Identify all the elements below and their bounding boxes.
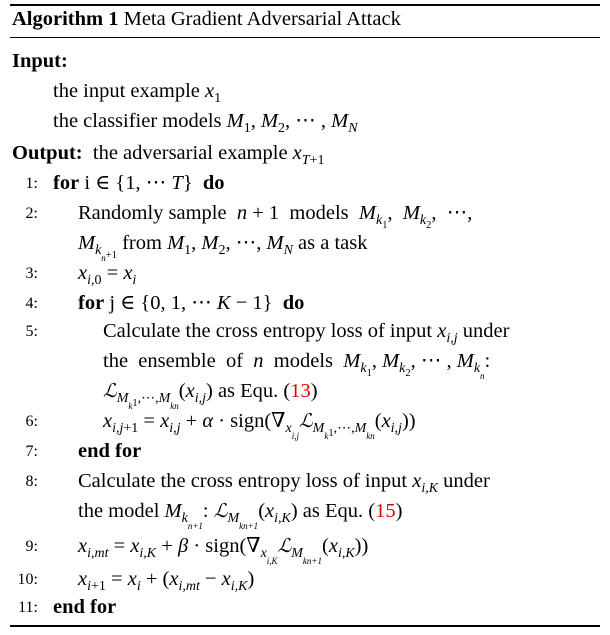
text-segment: x	[285, 421, 292, 436]
line-text	[78, 290, 304, 316]
text-segment: =	[138, 410, 161, 432]
text-segment: i,mt	[178, 579, 200, 594]
text-segment: x	[78, 568, 88, 590]
text-segment: M	[312, 421, 325, 436]
line-number: 1:	[25, 175, 38, 192]
text-segment: · sign(∇	[213, 410, 286, 432]
text-segment: i,K	[421, 481, 439, 496]
text-segment: i	[132, 273, 137, 288]
text-segment: x	[169, 568, 179, 590]
text-segment: x	[292, 142, 302, 164]
text-segment: k	[170, 401, 175, 411]
text-segment: under	[457, 320, 510, 342]
text-segment	[83, 142, 93, 164]
text-segment: as a task	[292, 232, 368, 254]
text-segment: , ⋯,	[225, 232, 267, 254]
text-segment: k	[473, 361, 481, 376]
text-segment: M	[358, 202, 376, 224]
text-segment: for	[78, 292, 105, 314]
text-segment: α	[202, 410, 214, 432]
text-segment: )	[310, 380, 318, 402]
text-segment: M	[260, 110, 279, 132]
text-segment: the adversarial example	[92, 142, 293, 164]
text-segment: +	[180, 410, 203, 432]
text-segment: Calculate the cross entropy loss of input	[78, 470, 413, 492]
text-segment: n	[253, 350, 264, 372]
line-number: 8:	[25, 473, 38, 490]
text-segment: x	[103, 410, 113, 432]
text-segment: 1	[382, 220, 388, 231]
text-segment: i,mt	[87, 546, 109, 561]
text-segment: ))	[354, 535, 369, 557]
text-segment: 1	[243, 121, 251, 136]
text-segment: k	[360, 361, 367, 376]
text-segment: x	[185, 380, 195, 402]
text-segment: )	[247, 568, 255, 590]
text-segment: i,	[87, 273, 95, 288]
text-segment: M	[158, 391, 171, 406]
text-segment: M	[226, 110, 244, 132]
text-segment: i	[87, 579, 91, 594]
line-number: 11:	[18, 599, 38, 616]
text-segment: ,	[371, 350, 383, 372]
text-segment: , ⋯ ,	[410, 350, 457, 372]
text-segment: x	[160, 410, 170, 432]
text-segment: ℒ	[103, 380, 117, 402]
line-text	[53, 108, 358, 137]
algorithm-name: Meta Gradient Adversarial Attack	[123, 8, 401, 30]
text-segment: =	[101, 262, 124, 284]
text-segment: for	[53, 172, 80, 194]
text-segment: k	[95, 243, 102, 258]
text-segment: under	[438, 470, 490, 492]
text-segment: i	[136, 579, 141, 594]
line-number: 7:	[25, 443, 38, 460]
text-segment: :	[484, 350, 491, 372]
text-segment: x	[78, 262, 88, 284]
text-segment: (	[258, 500, 266, 522]
text-segment: 0	[94, 273, 102, 288]
text-segment: +1	[105, 250, 117, 261]
text-segment: M	[266, 232, 284, 254]
text-segment: i,K	[139, 546, 157, 561]
text-segment: (	[322, 535, 329, 557]
text-segment: x	[437, 320, 447, 342]
text-segment: M	[116, 391, 129, 406]
text-segment: 2	[405, 368, 411, 379]
text-segment: the input example	[53, 80, 205, 102]
text-segment: + 1 models	[247, 202, 359, 224]
text-segment: k	[419, 213, 427, 228]
text-segment: j ∈ {0, 1, ⋯	[104, 292, 217, 314]
line-text	[78, 438, 141, 464]
line-text	[78, 200, 472, 230]
text-segment: ,	[387, 202, 403, 224]
text-segment: 2	[278, 121, 286, 136]
text-segment: ) as Equ. (	[290, 500, 376, 522]
text-segment: ))	[401, 410, 416, 432]
text-segment: x	[328, 535, 338, 557]
text-segment: N	[283, 243, 293, 258]
text-segment: x	[205, 80, 215, 102]
line-number: 2:	[25, 205, 38, 222]
text-segment: T	[301, 153, 310, 168]
text-segment: + (	[140, 568, 170, 590]
text-segment: i,j	[112, 421, 124, 436]
text-segment: M	[402, 202, 420, 224]
text-segment: ,	[250, 110, 261, 132]
algorithm-title	[12, 8, 401, 31]
text-segment: ,⋯,	[333, 421, 355, 436]
line-text	[53, 78, 221, 107]
text-segment: Input:	[12, 50, 68, 72]
line-text	[78, 260, 136, 289]
text-segment: 1	[328, 428, 334, 439]
text-segment: M	[227, 511, 240, 526]
text-segment: −	[199, 568, 222, 590]
text-segment: n	[236, 202, 248, 224]
text-segment: +1	[91, 579, 106, 594]
text-segment: x	[412, 470, 422, 492]
top-rule	[10, 4, 600, 6]
text-segment: ℒ	[213, 500, 228, 522]
text-segment: k	[128, 401, 133, 411]
line-text	[78, 566, 254, 595]
text-segment: i,j	[169, 421, 181, 436]
text-segment: models	[263, 350, 344, 372]
line-text	[103, 408, 416, 441]
text-segment: end for	[78, 440, 142, 462]
text-segment: i,j	[446, 331, 458, 346]
text-segment: Calculate the cross entropy loss of input	[103, 320, 438, 342]
algorithm-label: Algorithm 1	[12, 8, 119, 30]
text-segment: i,K	[274, 511, 291, 526]
line-text	[103, 318, 509, 347]
line-text	[12, 48, 68, 74]
text-segment: 1	[184, 243, 192, 258]
text-segment: · sign(∇	[188, 535, 261, 557]
text-segment: n	[101, 253, 106, 263]
line-text	[78, 498, 403, 531]
text-segment: k	[181, 511, 188, 526]
text-segment: +1	[309, 153, 325, 168]
text-segment: i ∈ {1, ⋯	[79, 172, 172, 194]
text-segment: M	[201, 232, 219, 254]
text-segment: n	[480, 371, 485, 381]
line-number: 4:	[25, 295, 38, 312]
text-segment: x	[78, 535, 88, 557]
text-segment: M	[164, 500, 182, 522]
line-text	[78, 468, 490, 497]
text-segment: x	[130, 535, 140, 557]
text-segment: M	[456, 350, 474, 372]
text-segment: x	[260, 546, 267, 561]
line-number: 5:	[25, 323, 38, 340]
text-segment: end for	[53, 596, 117, 618]
text-segment: i,K	[266, 556, 278, 566]
text-segment: M	[331, 110, 349, 132]
text-segment: β	[177, 535, 189, 557]
bottom-rule	[10, 625, 600, 627]
text-segment: M	[382, 350, 400, 372]
text-segment: N	[348, 121, 358, 136]
text-segment: i,j	[194, 391, 206, 406]
equation-reference-link[interactable]: 15	[375, 500, 396, 522]
line-text	[53, 594, 116, 620]
text-segment: i,K	[337, 546, 355, 561]
text-segment: k	[366, 431, 371, 441]
text-segment: do	[202, 172, 225, 194]
text-segment: 1	[366, 368, 372, 379]
text-segment: k	[375, 213, 383, 228]
line-text	[103, 378, 318, 411]
text-segment: K	[216, 292, 231, 314]
line-text	[12, 140, 324, 169]
text-segment: }	[182, 172, 203, 194]
text-segment: 1	[214, 91, 222, 106]
text-segment: )	[395, 500, 403, 522]
text-segment: ,⋯,	[137, 391, 159, 406]
line-number: 3:	[25, 265, 38, 282]
text-segment: M	[291, 546, 303, 561]
text-segment: the model	[78, 500, 165, 522]
text-segment: n	[174, 401, 179, 411]
text-segment: Output:	[12, 142, 83, 164]
text-segment: i,j	[291, 431, 299, 441]
text-segment: n+1	[187, 521, 203, 531]
text-segment: k	[302, 556, 307, 566]
equation-reference-link[interactable]: 13	[290, 380, 311, 402]
text-segment: M	[354, 421, 367, 436]
text-segment: n+1	[243, 521, 259, 531]
text-segment: , ⋯,	[431, 202, 473, 224]
line-text	[103, 348, 491, 381]
text-segment: +1	[123, 421, 139, 436]
text-segment: n+1	[306, 556, 322, 566]
line-number: 6:	[25, 413, 38, 430]
line-number: 9:	[25, 538, 38, 555]
text-segment: x	[127, 568, 137, 590]
text-segment: 1	[132, 398, 138, 409]
text-segment: x	[265, 500, 275, 522]
text-segment: T	[171, 172, 183, 194]
text-segment: 2	[218, 243, 226, 258]
text-segment: i,K	[230, 579, 248, 594]
text-segment: ℒ	[298, 410, 313, 432]
title-rule	[10, 37, 600, 38]
text-segment: n	[370, 431, 375, 441]
text-segment: (	[178, 380, 186, 402]
text-segment: ) as Equ. (	[206, 380, 291, 402]
text-segment: x	[381, 410, 391, 432]
text-segment: M	[343, 350, 361, 372]
text-segment: i,j	[390, 421, 402, 436]
line-number: 10:	[17, 571, 38, 588]
text-segment: x	[123, 262, 133, 284]
text-segment: k	[324, 431, 329, 441]
text-segment: ℒ	[277, 535, 292, 557]
text-segment: from	[116, 232, 168, 254]
text-segment: , ⋯ ,	[285, 110, 332, 132]
text-segment: =	[108, 535, 131, 557]
text-segment: :	[202, 500, 214, 522]
text-segment: the ensemble of	[103, 350, 254, 372]
text-segment: x	[221, 568, 231, 590]
text-segment: the classifier models	[53, 110, 227, 132]
line-text	[78, 533, 369, 566]
text-segment: k	[399, 361, 406, 376]
text-segment: =	[105, 568, 128, 590]
text-segment: k	[239, 521, 244, 531]
text-segment: do	[282, 292, 305, 314]
text-segment: Randomly sample	[78, 202, 237, 224]
text-segment: 2	[426, 220, 432, 231]
line-text	[78, 230, 368, 263]
text-segment: ,	[191, 232, 202, 254]
text-segment: (	[374, 410, 382, 432]
text-segment: M	[78, 232, 96, 254]
text-segment: M	[167, 232, 185, 254]
text-segment: − 1}	[230, 292, 283, 314]
text-segment: +	[156, 535, 178, 557]
line-text	[53, 170, 225, 196]
